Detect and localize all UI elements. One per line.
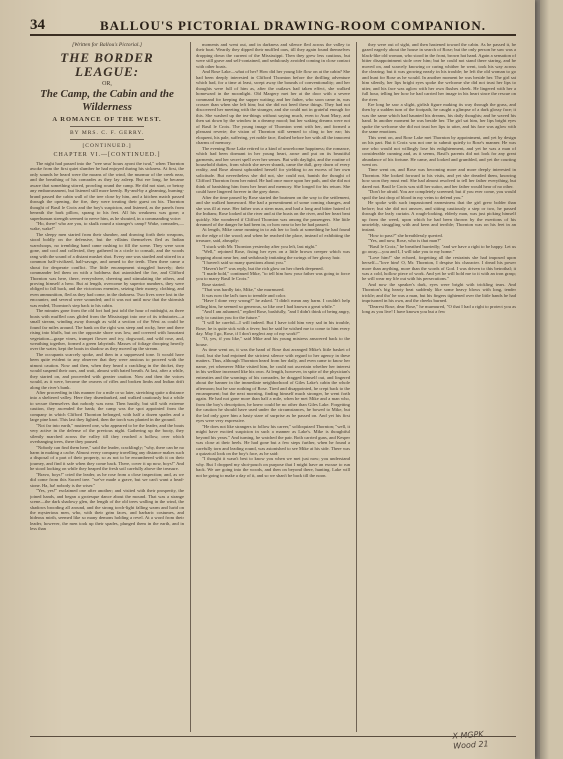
stamp-line: X MGPK [452,729,484,741]
paragraph: The evening Rose Lake retired to a kind of unwelcome happiness; the romance, which had been dormant in her young heart, arose and put on its beautiful garments, and her secret spell over her senses. But with daylight, and the routine of household duties, from which she never shrank, came the dull, grey dawn of every reality, and Rose almost upbraided herself for yielding to an excess of her own solicitude. But nevertheless she did not, she could not, banish the thought of Clifford Thornton from her mind. He had once more upon her path, and she did not think of banishing him from her heart and memory. She longed for his return. She could have lingered forever in the grey dawn. [196,145,350,195]
adjacent-page-edge [540,0,563,759]
paragraph: And Rose Lake—what of her? How did her young life flow on at the cabin? She had been deeply interested in Clifford Thornton before the thrilling adventure which had, for a time at least, swept away the bounds of conventionality; and her thoughts were full of him as, after the outlaws had taken effect, she walked homeward in the moonlight. Old Margery met her at the door with a severe command for keeping the supper waiting; and her father, who soon came in, was crosser than when she left him; but she did not heed these things. They had not discovered her meeting with the stranger, and she could not in grateful enough for this. She washed up the tea-things without saying much, even to Aunt Mary, and then sat down by the window in a dreamy mood; but her waking dreams were not of Basil le Croix. The young image of Thornton went with her, and formed a pleasant reverie; the vision of Thornton still seemed to cling to her ear; his eloquent, his pale, suffering, yet noble face, flashed before her with all the innocent charms of memory. [196,69,350,146]
paragraph: Ere long he saw a slight, girlish figure making its way through the grass, and then by a sudden turn of the footpath, he caught a glimpse of a dark glossy face; it was the same which had haunted his dreams, his daily thoughts; and he waved his hand. In another moment he was beside her. The girl sat him, her lips bright eyes spoke the welcome she did not trust her lips to utter, and his face was aglow with the same emotions. [362,101,516,135]
column-left-text [30,161,184,532]
paragraph: The minutes gone from the old fort had just told the hour of midnight, as three boats with muffled oars glided from the Mississippi into one of its tributaries—a small stream, winding away through as wild a section of the West as could be found far miles around. The bank on the right was steep and rocky, here and there rising into bluffs, but on the opposite shore was low, and covered with luxuriant vegetation—grape vines, trumpet flower and ivy, dogwood, and wild rose, and, wreathing together, formed a green labyrinth. Masses of foliage drooping heavily over the water, kept the boats in shadow as they moved up the stream. [30,308,184,352]
paragraph: moments and went out, and in darkness and silence fled across the valley to their boat. Wearily they dipped their muffled oars, till they again found themselves dropping down the current of the Mississippi. Then they grew less cautious, but were still grave and self-contained, and sedulously avoided coming in close contact with other boats. [196,42,350,69]
paragraph: "Yes, yes!" exclaimed one after another; and visited with their prosperity, the joined hands, and began a grotesque dance about the mound. That was a strange scene—the dark shadowy glen, the length of the old trees walling in the wind, the shadows brooding all around, and the strong torch-light falling warm and lurid on the mysterious men, who, with their grim faces, and barbaric costumes, and hideous mirth, seemed like so many demons holding a revel. At a word from their leader, however, the men took up their spades, plunged them in the earth, and in less than [30,488,184,532]
paragraph: "Haven't he?" was reply, but the rich glow on her cheek deepened. [202,265,324,271]
paragraph: "And I am ashamed," replied Rose, bashfully, "and I didn't think of being angry, only to caution you for the future." [196,309,350,320]
editor-note: [Written for Ballou's Pictorial.] [72,42,142,48]
paragraph: "I made bold," continued Mike, "to tell him how your father was going to force you to marry Basil le Croix." [196,271,350,282]
running-head [30,17,516,33]
paragraph: "Love him!" she echoed, forgetting all the restraints she had imposed upon herself—"love him! O, Mr. Thornton, I despise his character. I dread his power more than anything, more than the words of God. I was driven to this betrothal; it was a cold, hollow piece of work. And yet he will hold me to it with an iron grasp; he will wear my life out with his persecutions." [362,254,516,282]
paragraph: After proceeding in this manner for a mile or so later, stretching quite a distance into a sheltered valley. Here they disembarked, and walked cautiously but a while to secure themselves that nobody was near. Then hastily, but still with extreme caution, they ascended the bank; the camp was the spot appointed from the company in which Clifford Thornton belonged, with half a dozen spades and a large pine knot. This last they lighted, then the torch was planted in the ground. [30,390,184,423]
paragraph: "That was hardly fair, Mike," she murmured. [202,287,285,293]
paragraph: And now the speaker's dark, eyes were bright with trickling tears. And Thornton's big hearty beat suddenly like some heavy blows with long, tender trickle; and tho' he was a man, but his fingers tightened over the little hands he had imprisoned in his own, and the cheeks burned. [362,281,516,304]
paragraph: The occupants scarcely spoke, and then in a suppressed tone. It would have been quite evident to any observer that they were anxious to proceed with the utmost caution. Now and then, when they heard a crackling in the thicket, they would suspend their oars, and wait, almost with bated breath. At last, after a while, they started on, and proceeded with greater caution. Now and then the voices would, as it were, become the owners of rifles and broken limbs and Indian drift along the river's bank. [30,351,184,390]
chapter-heading: CHAPTER VI.—[CONTINUED.] [53,152,161,158]
paragraph: Rose started. [202,281,226,287]
story-title: THE BORDER LEAGUE: [60,50,154,79]
stamp-line: Wood 21 [452,739,489,751]
footer-rule [30,736,516,737]
story-tagline: A ROMANCE OF THE WEST. [52,116,162,123]
story-subtitle: The Camp, the Cabin and the Wilderness [40,88,174,113]
paragraph: "Yes, and now, Rose, who is that man?" [368,238,442,244]
header-rule [30,34,516,36]
column-right [362,42,516,732]
page-number: 34 [30,17,45,33]
paragraph: "Have I done very wrong?" he asked. "I didn't mean any harm. I couldn't help telling him, he seemed so generous, so like one I had known a great while." [196,298,350,309]
paragraph: "Well," rejoined Rose, fixing her eyes on a little brown creeper which was hopping about near her, and sedulously imitating the swings of her glossy hair. [196,249,350,260]
paragraph: "I stuck with Mr. Thornton yesterday after you left, last night." [202,243,318,249]
paragraph: Time went on, and Rose was becoming more and more deeply interested in Thornton. She looked forward to his visits, and yet she dreaded them, knowing how soon they must end. She had almost resolved to tell her father everything, but dared not. Basil le Croix was still her suitor, and her father would hear of no other. [362,167,516,189]
paragraph: "How to pass?" she breathlessly queried. [368,232,443,238]
paragraph: It was now the lad's turn to tremble and color. [202,292,287,298]
paragraph: "I thought it wasn't best to know you when we met just now; you understand why. But I dropped my shot-pouch on purpose that I might have an excuse to run back. We are going into the woods, and then on beyond there, hunting. Lake will not be going to make a day of it, and so we shan't be back till the noon. [196,456,350,478]
paragraph: "Not far into earth," muttered one, who appeared to be the leader, and the boats very active in the defense of the previous night. Gathering up the booty, they silently marched across the valley till they reached a hollow, over which overhanging trees, there they paused. [30,422,184,445]
paragraph: After the time passed by Rose started the boatmen on the way to the settlement, and she walked homeward. She had a presentiment of some coming changes, and she was ill at ease. Her father was a stern man, and had a long and bitter hatred of the Indians; Rose looked at the river and at the boats on the river, and her heart beat quickly. She wondered if Clifford Thornton was among the passengers. She little dreamed of the danger he had been in, or how near to her he had passed. [196,194,350,227]
paragraph: "I haven't said so many questions about you." [202,260,286,266]
paragraph: "Bravo, boys!" cried the leader, as he rose from a close inspection; and, as we did come from this Sacred tree. "we've made a grave, but we can't want a head-stone. Ha, ha! nobody is the wiser." [30,471,184,488]
paragraph: The night had passed into the "wee sma' hours ayont the twal," when Thornton awoke from the first quiet slumber he had enjoyed during his sickness. At first, the only sounds he heard were the moans of the wind, the murmur of the creek near, and the breathing of his comrades as they lay asleep. But ere long, he became aware that something stirred, prowling round the camp. He did not start, or betray any embarrassment, but listened still more keenly. By-and-by a gleaming, burning-brand passed the cabin wall of the tree close by him, and a kitchen match passed through the opening, the fire, they were treating their guest on bis. Thornton thought of Basil le Croix and the boy's suspicion, and listened, as the panels from beneath the bark pillow, sprang to his feet. All his weakness was gone; a superhuman strength seemed to nerve him, as he shouted, in a commanding voice: [30,161,184,221]
story-author: BY MRS. C. F. GERRY. [70,130,144,136]
paragraph: "Nobody can find them here," said the leader, cracklingly; "why, there can be no harm in making a cache. Almost every company travelling any distance makes such a disposal of a part of their property, so as not to be encumbered with it on their journey, and find it safe when they come back. There, cover it up now, boys!" And he stood looking on while they heaped the fresh soil carefully above the treasure. [30,444,184,472]
paragraph: At length, Mike came running in to ask her to look at something he had found on the edge of the wood; and when he reached the place, instead of exhibiting the treasure, said, abruptly: [196,227,350,244]
column-left [30,42,184,732]
story-or: OR, [102,81,112,87]
paragraph: "Dearest Rose, dear Rose," he murmured, "O that I had a right to protect you as long as you live! I have known you but a few [362,303,516,315]
title-rule [70,126,144,127]
column-middle-text [196,42,350,478]
publication-title: BALLOU'S PICTORIAL DRAWING-ROOM COMPANION. [99,18,487,33]
paragraph: The sleepy men started from their slumber, and drawing forth their weapons, stood boldly on the defensive, but the villains themselves fled as Indian warwhoops, no trembling band came rushing to fill the scene. They were soon gone, and cool and collected, they gathered in a circle to consult, and the woods rang with the sound of a distant musket shot. Every one was startled and stirred in a common half-civilized, half-savage, and armed to the teeth. Then there came a shout for desperate conflict. The little encampment struggled bravely; their commander led them on with a boldness that astonished the foe, and Clifford Thornton was here, there, everywhere, cheering and stimulating the others, and proving himself a hero. But at length, overcome by superior numbers, they were obliged to fall back, and the victorious enemies, seizing their money, clothing, and even ammunition, fled as they had come, in the darkness. Two lives were lost in the encounter, and several were wounded; and it was not until now that the skirmish was ended, Thornton's step back to his cabin. [30,231,184,308]
column-right-text [362,42,516,315]
paragraph: "Basil le Croix," he breathed hurriedly; "and we have a right to be happy. Let us go away—you and I, I will take you to my home." [362,243,516,255]
paragraph: "He does not like strangers to follow his career," soliloquized Thornton; "well, it might have excited suspicion in such a manner as Lake's. Mike is thoughtful beyond his years." And turning, he watched the pair. Both carried guns, and Kesper was close at their heels. He had gone but a few steps further, when he found a carefully torn and leading round, was astonished to see Mike at his side. There was a quizzical look on the boy's face, as he said: [196,423,350,456]
column-divider [356,42,357,732]
handwritten-catalog-stamp [452,728,504,757]
column-divider [190,42,191,732]
paragraph: He spoke with such impassioned earnestness that the girl grew bolder than before; but she did not answer, and sitting cautiously a step or two, he passed through the leafy curtain. A rough-looking, elderly man, was just picking himself up from the weed, upon which he had been thrown by the exertions of his unwieldy, struggling with and keen and terrible; Thornton was on his feet in an instant. [362,200,516,233]
paragraph: they were out of sight, and then hastened toward the cabin. As he passed it, he gazed eagerly about the house in search of Rose; but the only person he saw was a black-like old woman, who stood in the front, brown hat hand. Again a sensation of bitter disappointment stole over him; but he could not stand there staring, and he moved on, and scarcely knowing or caring whither he went, took his way across the clearing; but it was growing nearly in his trouble; he left the old woman to go and hunt for Rose as he would. In another moment he was beside her. The girl sat him silently, her lips bright eyes spoke the welcome she did not trust her lips to utter, and his face was aglow with her own flushes cheek. He lingered with her a full hour, telling her how he had carried her image in his heart since the rescue on the river. [362,42,516,102]
continued-label: [CONTINUED.] [82,143,132,149]
paragraph: As time went on, it was the hand of Rose that arranged Mike's little basket of food, but she had enjoined the strictest silence with regard to her agency in these matters. Thus, although Thornton heard from her daily, and even came to know her name, yet whenever Mike visited him, he could not ascertain whether her interest in his welfare increased like his own. At length, however, in spite of the physician's entreaties and the warnings of his comrades, he dragged himself out, and lingered about the banner in the immediate neighborhood of Giles Lake's cabin the whole afternoon; but he saw nothing of Rose. Tired and disappointed, he crept back to the encampment; but the next morning, finding himself much stronger, he went forth again. He had not gone more than half a mile, when he met Mike and a man who, from the boy's description, he knew could be no other than Giles Lake. Forgetting the caution he should have used under the circumstances, he bowed to Mike, but the lad only gave him a hasty stare of surprise as he passed on. And yet his first eyes were very expressive. [196,347,350,424]
paragraph: "O, yes, if you like," said Mike and his young mistress answered back to the house. [196,336,350,347]
author-rule [70,139,144,140]
paragraph: "Ho, there! who are you, to skulk round a stranger's camp? Wake, comrades,—wake, wake!" [30,220,184,232]
paragraph: This went on, and Rose Lake met Thornton by appointment, and yet by design on his part. But it Croix was not one to submit quietly to Rose's manner. He was one who would not willingly lose his enlightenment, and yet he was a man of considerable cunning and, as it seems, Basil's parents did not look for any great abundance of his fortune. He came, and looked and grumbled, and yet the courting went on. [362,134,516,167]
paragraph: "Don't be afraid. You are completely screened; but if you ever come, you would spoil the last drop of blood in my veins to defend you." [362,189,516,200]
paragraph: "I will be careful—I will indeed. But I have told him very sad in his trouble, Rose; he is quite sick with a fever; but he said he wished me to come to him every day. May I go, Rose, if I don't neglect any of my work?" [196,320,350,337]
column-middle [196,42,350,732]
